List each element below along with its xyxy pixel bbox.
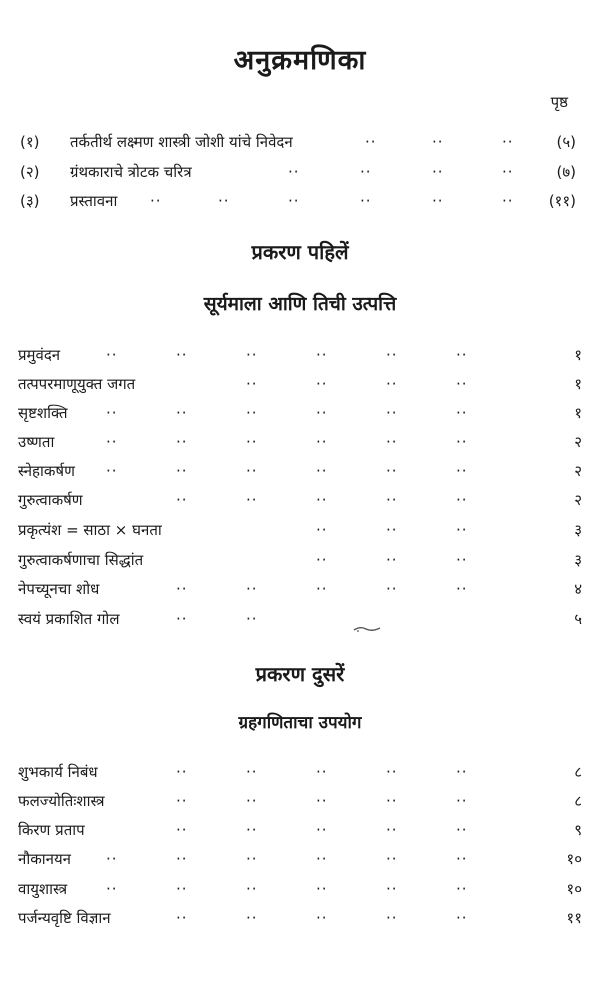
chapter-heading: प्रकरण पहिलें (251, 240, 349, 264)
entry-page: ११ (566, 909, 582, 927)
leader-dots: ·· (360, 163, 372, 181)
entry-page: ३ (574, 551, 582, 569)
leader-dots: ·· (316, 521, 328, 539)
leader-dots: ·· (316, 551, 328, 569)
entry-label: गुरुत्वाकर्षण (18, 491, 83, 509)
leader-dots: ·· (106, 850, 118, 868)
entry-label: प्रस्तावना (70, 192, 118, 210)
leader-dots: ·· (316, 909, 328, 927)
leader-dots: ·· (456, 346, 468, 364)
toc-entry (18, 518, 582, 542)
leader-dots: ·· (386, 580, 398, 598)
entry-page: ८ (574, 763, 582, 781)
leader-dots: ·· (246, 763, 258, 781)
leader-dots: ·· (386, 850, 398, 868)
entry-page: (५) (556, 133, 576, 151)
leader-dots: ·· (386, 909, 398, 927)
entry-page: २ (574, 462, 582, 480)
entry-page: १ (574, 404, 582, 422)
entry-label: वायुशास्त्र (18, 880, 68, 898)
entry-label: शुभकार्य निबंध (18, 763, 98, 781)
leader-dots: ·· (386, 880, 398, 898)
entry-page: (७) (556, 163, 576, 181)
leader-dots: ·· (502, 133, 514, 151)
page-title: अनुक्रमणिका (233, 45, 367, 76)
toc-entry (18, 459, 582, 483)
entry-label: गुरुत्वाकर्षणाचा सिद्धांत (18, 551, 144, 569)
entry-label: स्वयं प्रकाशित गोल (18, 610, 120, 628)
entry-number: (२) (20, 163, 40, 181)
toc-entry (18, 818, 582, 842)
entry-label: सृष्टशक्ति (18, 404, 68, 422)
leader-dots: ·· (246, 346, 258, 364)
toc-entry (18, 430, 582, 454)
intro-entry (20, 189, 576, 213)
leader-dots: ·· (176, 850, 188, 868)
leader-dots: ·· (386, 763, 398, 781)
leader-dots: ·· (316, 404, 328, 422)
toc-entry (18, 577, 582, 601)
entry-label: प्रमुवंदन (18, 346, 61, 364)
leader-dots: ·· (432, 192, 444, 210)
toc-entry (18, 789, 582, 813)
leader-dots: ·· (316, 821, 328, 839)
leader-dots: ·· (288, 192, 300, 210)
leader-dots: ·· (316, 880, 328, 898)
leader-dots: ·· (106, 346, 118, 364)
chapter-subtitle: ग्रहगणिताचा उपयोग (238, 713, 362, 733)
leader-dots: ·· (456, 551, 468, 569)
toc-entry (18, 401, 582, 425)
leader-dots: ·· (176, 433, 188, 451)
entry-label: फलज्योतिःशास्त्र (18, 792, 105, 810)
leader-dots: ·· (176, 610, 188, 628)
toc-entry (18, 372, 582, 396)
entry-label: नौकानयन (18, 850, 71, 868)
leader-dots: ·· (106, 433, 118, 451)
entry-page: १० (566, 850, 582, 868)
leader-dots: ·· (246, 404, 258, 422)
leader-dots: ·· (288, 163, 300, 181)
leader-dots: ·· (386, 792, 398, 810)
leader-dots: ·· (316, 346, 328, 364)
leader-dots: ·· (386, 551, 398, 569)
entry-label: स्नेहाकर्षण (18, 462, 75, 480)
leader-dots: ·· (246, 375, 258, 393)
entry-page: ३ (574, 521, 582, 539)
leader-dots: ·· (176, 346, 188, 364)
leader-dots: ·· (316, 792, 328, 810)
leader-dots: ·· (456, 491, 468, 509)
leader-dots: ·· (316, 580, 328, 598)
leader-dots: ·· (106, 462, 118, 480)
leader-dots: ·· (246, 909, 258, 927)
leader-dots: ·· (316, 491, 328, 509)
leader-dots: ·· (246, 850, 258, 868)
toc-entry (18, 607, 582, 631)
entry-label: नेपच्यूनचा शोध (18, 580, 100, 598)
chapter-subtitle: सूर्यमाला आणि तिची उत्पत्ति (203, 293, 397, 315)
ink-smudge (352, 624, 382, 634)
leader-dots: ·· (456, 462, 468, 480)
entry-number: (१) (20, 133, 40, 151)
leader-dots: ·· (456, 375, 468, 393)
leader-dots: ·· (176, 880, 188, 898)
leader-dots: ·· (246, 792, 258, 810)
leader-dots: ·· (386, 404, 398, 422)
leader-dots: ·· (316, 850, 328, 868)
leader-dots: ·· (106, 880, 118, 898)
page-column-label: पृष्ठ (550, 93, 568, 111)
entry-label: ग्रंथकाराचे त्रोटक चरित्र (70, 163, 192, 181)
leader-dots: ·· (246, 491, 258, 509)
leader-dots: ·· (176, 491, 188, 509)
leader-dots: ·· (176, 580, 188, 598)
leader-dots: ·· (456, 404, 468, 422)
leader-dots: ·· (456, 821, 468, 839)
leader-dots: ·· (246, 580, 258, 598)
leader-dots: ·· (456, 909, 468, 927)
leader-dots: ·· (106, 404, 118, 422)
entry-page: १० (566, 880, 582, 898)
leader-dots: ·· (246, 880, 258, 898)
intro-entry (20, 160, 576, 184)
leader-dots: ·· (386, 462, 398, 480)
leader-dots: ·· (432, 133, 444, 151)
leader-dots: ·· (502, 163, 514, 181)
leader-dots: ·· (432, 163, 444, 181)
toc-entry (18, 877, 582, 901)
leader-dots: ·· (386, 375, 398, 393)
leader-dots: ·· (365, 133, 377, 151)
leader-dots: ·· (176, 821, 188, 839)
entry-page: (११) (548, 192, 576, 210)
leader-dots: ·· (316, 462, 328, 480)
leader-dots: ·· (176, 462, 188, 480)
intro-entry (20, 130, 576, 154)
leader-dots: ·· (456, 433, 468, 451)
entry-page: ८ (574, 792, 582, 810)
entry-page: २ (574, 491, 582, 509)
leader-dots: ·· (246, 462, 258, 480)
entry-label: पर्जन्यवृष्टि विज्ञान (18, 909, 111, 927)
leader-dots: ·· (502, 192, 514, 210)
entry-page: ४ (574, 580, 582, 598)
leader-dots: ·· (386, 433, 398, 451)
leader-dots: ·· (218, 192, 230, 210)
toc-entry (18, 343, 582, 367)
entry-label: प्रकृत्यंश = साठा × घनता (18, 521, 162, 539)
leader-dots: ·· (360, 192, 372, 210)
leader-dots: ·· (386, 821, 398, 839)
entry-page: १ (574, 375, 582, 393)
leader-dots: ·· (316, 375, 328, 393)
entry-label: उष्णता (18, 433, 55, 451)
leader-dots: ·· (386, 346, 398, 364)
toc-entry (18, 760, 582, 784)
leader-dots: ·· (456, 763, 468, 781)
leader-dots: ·· (386, 491, 398, 509)
entry-page: ९ (574, 821, 582, 839)
leader-dots: ·· (456, 792, 468, 810)
toc-entry (18, 906, 582, 930)
chapter-heading: प्रकरण दुसरें (255, 662, 345, 686)
leader-dots: ·· (176, 792, 188, 810)
toc-entry (18, 847, 582, 871)
leader-dots: ·· (246, 821, 258, 839)
leader-dots: ·· (456, 580, 468, 598)
leader-dots: ·· (456, 880, 468, 898)
leader-dots: ·· (316, 763, 328, 781)
entry-page: १ (574, 346, 582, 364)
leader-dots: ·· (246, 610, 258, 628)
leader-dots: ·· (456, 850, 468, 868)
entry-number: (३) (20, 192, 40, 210)
leader-dots: ·· (150, 192, 162, 210)
leader-dots: ·· (246, 433, 258, 451)
toc-entry (18, 548, 582, 572)
toc-entry (18, 488, 582, 512)
leader-dots: ·· (456, 521, 468, 539)
entry-label: किरण प्रताप (18, 821, 85, 839)
leader-dots: ·· (316, 433, 328, 451)
leader-dots: ·· (386, 521, 398, 539)
leader-dots: ·· (176, 763, 188, 781)
leader-dots: ·· (176, 909, 188, 927)
entry-label: तत्पपरमाणूयुक्त जगत (18, 375, 136, 393)
entry-label: तर्कतीर्थ लक्ष्मण शास्त्री जोशी यांचे निवेदन (70, 133, 293, 151)
leader-dots: ·· (176, 404, 188, 422)
entry-page: ५ (574, 610, 582, 628)
entry-page: २ (574, 433, 582, 451)
